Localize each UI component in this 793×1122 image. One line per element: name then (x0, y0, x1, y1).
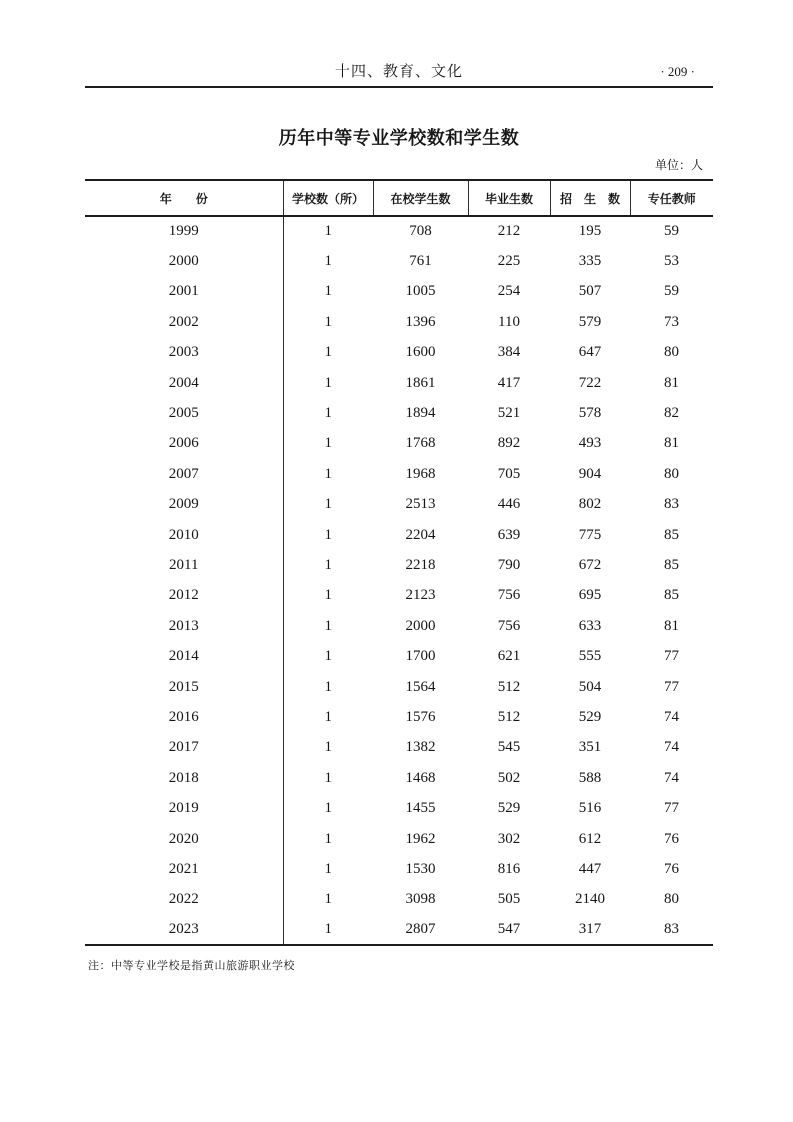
value-cell: 1576 (405, 708, 436, 725)
table-row (85, 854, 713, 884)
value-cell: 81 (664, 617, 679, 634)
value-cell: 1 (324, 405, 332, 422)
value-cell: 1382 (405, 739, 436, 756)
column-header-new-enrollment: 招 生 数 (550, 180, 630, 216)
value-cell: 2807 (405, 921, 436, 938)
value-cell: 521 (497, 405, 521, 422)
value-cell: 74 (664, 739, 679, 756)
value-cell: 85 (664, 587, 679, 604)
value-cell: 83 (664, 496, 679, 513)
value-cell: 77 (664, 648, 679, 665)
value-cell: 790 (497, 556, 521, 573)
value-cell: 612 (578, 830, 602, 847)
column-header-enrolled-students: 在校学生数 (373, 180, 468, 216)
value-cell: 1600 (405, 344, 436, 361)
value-cell: 639 (497, 526, 521, 543)
table-row (85, 429, 713, 459)
value-cell: 384 (497, 344, 521, 361)
year-cell: 2022 (85, 885, 283, 915)
value-cell: 81 (664, 435, 679, 452)
year-cell: 2020 (85, 824, 283, 854)
value-cell: 578 (578, 405, 602, 422)
value-cell: 1530 (405, 860, 436, 877)
value-cell: 512 (497, 708, 521, 725)
value-cell: 417 (497, 374, 521, 391)
value-cell: 504 (578, 678, 602, 695)
table-row (85, 611, 713, 641)
table-row (85, 672, 713, 702)
value-cell: 1 (324, 648, 332, 665)
value-cell: 756 (497, 617, 521, 634)
value-cell: 493 (578, 435, 602, 452)
year-cell: 2005 (85, 398, 283, 428)
value-cell: 1 (324, 739, 332, 756)
value-cell: 80 (664, 344, 679, 361)
value-cell: 705 (497, 465, 521, 482)
year-cell: 2018 (85, 763, 283, 793)
value-cell: 1 (324, 800, 332, 817)
value-cell: 1455 (405, 800, 436, 817)
value-cell: 1 (324, 496, 332, 513)
value-cell: 195 (578, 223, 602, 240)
value-cell: 85 (664, 526, 679, 543)
table-row (85, 277, 713, 307)
table-row (85, 246, 713, 276)
value-cell: 2123 (405, 587, 436, 604)
value-cell: 77 (664, 800, 679, 817)
year-cell: 2015 (85, 672, 283, 702)
value-cell: 547 (497, 921, 521, 938)
table-row (85, 641, 713, 671)
value-cell: 579 (578, 313, 602, 330)
table-row (85, 550, 713, 580)
value-cell: 507 (578, 283, 602, 300)
table-header-row (85, 180, 713, 216)
value-cell: 81 (664, 374, 679, 391)
value-cell: 2140 (575, 891, 605, 908)
value-cell: 1768 (405, 435, 436, 452)
value-cell: 447 (578, 860, 602, 877)
value-cell: 82 (664, 405, 679, 422)
value-cell: 446 (497, 496, 521, 513)
footnote: 注：中等专业学校是指黄山旅游职业学校 (88, 960, 295, 972)
value-cell: 816 (497, 860, 521, 877)
value-cell: 74 (664, 708, 679, 725)
value-cell: 1 (324, 556, 332, 573)
value-cell: 74 (664, 769, 679, 786)
table-row (85, 307, 713, 337)
value-cell: 3098 (405, 891, 436, 908)
value-cell: 1 (324, 283, 332, 300)
value-cell: 225 (497, 253, 521, 270)
value-cell: 1 (324, 526, 332, 543)
column-header-schools: 学校数（所） (283, 180, 373, 216)
page-number: · 209 · (660, 64, 695, 79)
value-cell: 672 (578, 556, 602, 573)
value-cell: 588 (578, 769, 602, 786)
value-cell: 1 (324, 344, 332, 361)
value-cell: 1861 (405, 374, 436, 391)
value-cell: 1468 (405, 769, 436, 786)
value-cell: 904 (578, 465, 602, 482)
table-body (85, 216, 713, 945)
year-cell: 2007 (85, 459, 283, 489)
table-row (85, 398, 713, 428)
value-cell: 761 (409, 253, 432, 270)
value-cell: 1700 (405, 648, 436, 665)
value-cell: 335 (578, 253, 602, 270)
value-cell: 1 (324, 921, 332, 938)
column-header-graduates: 毕业生数 (468, 180, 550, 216)
year-cell: 2021 (85, 854, 283, 884)
column-header-year: 年 份 (85, 180, 283, 216)
value-cell: 545 (497, 739, 521, 756)
year-cell: 2023 (85, 915, 283, 945)
value-cell: 1396 (405, 313, 436, 330)
year-cell: 2000 (85, 246, 283, 276)
value-cell: 1894 (405, 405, 436, 422)
table-row (85, 459, 713, 489)
table-row (85, 915, 713, 945)
value-cell: 505 (497, 891, 521, 908)
value-cell: 1 (324, 617, 332, 634)
year-cell: 2013 (85, 611, 283, 641)
value-cell: 59 (664, 283, 679, 300)
value-cell: 76 (664, 830, 679, 847)
table-row (85, 885, 713, 915)
value-cell: 1 (324, 769, 332, 786)
value-cell: 1 (324, 678, 332, 695)
table-row (85, 702, 713, 732)
value-cell: 1 (324, 435, 332, 452)
value-cell: 1 (324, 253, 332, 270)
value-cell: 76 (664, 860, 679, 877)
year-cell: 2016 (85, 702, 283, 732)
value-cell: 529 (578, 708, 602, 725)
year-cell: 2003 (85, 338, 283, 368)
value-cell: 351 (578, 739, 602, 756)
table-row (85, 793, 713, 823)
table-row (85, 581, 713, 611)
value-cell: 73 (664, 313, 679, 330)
value-cell: 317 (578, 921, 602, 938)
column-header-full-time-teachers: 专任教师 (630, 180, 713, 216)
value-cell: 1968 (405, 465, 436, 482)
value-cell: 2513 (405, 496, 436, 513)
value-cell: 892 (497, 435, 521, 452)
year-cell: 2004 (85, 368, 283, 398)
year-cell: 2011 (85, 550, 283, 580)
value-cell: 1962 (405, 830, 436, 847)
value-cell: 775 (578, 526, 602, 543)
value-cell: 1 (324, 313, 332, 330)
value-cell: 2000 (405, 617, 436, 634)
value-cell: 1 (324, 223, 332, 240)
value-cell: 80 (664, 891, 679, 908)
value-cell: 110 (498, 313, 520, 330)
table-row (85, 216, 713, 246)
value-cell: 77 (664, 678, 679, 695)
value-cell: 1 (324, 587, 332, 604)
value-cell: 633 (578, 617, 602, 634)
value-cell: 529 (497, 800, 521, 817)
value-cell: 80 (664, 465, 679, 482)
year-cell: 2010 (85, 520, 283, 550)
unit-label: 单位：人 (654, 158, 703, 172)
value-cell: 212 (497, 223, 521, 240)
value-cell: 59 (664, 223, 679, 240)
value-cell: 1 (324, 374, 332, 391)
value-cell: 83 (664, 921, 679, 938)
table-row (85, 763, 713, 793)
value-cell: 802 (578, 496, 602, 513)
year-cell: 2002 (85, 307, 283, 337)
value-cell: 1 (324, 465, 332, 482)
year-cell: 2019 (85, 793, 283, 823)
value-cell: 2218 (405, 556, 436, 573)
table-row (85, 490, 713, 520)
value-cell: 555 (578, 648, 602, 665)
value-cell: 85 (664, 556, 679, 573)
value-cell: 1 (324, 708, 332, 725)
value-cell: 1 (324, 830, 332, 847)
table-row (85, 368, 713, 398)
year-cell: 2014 (85, 641, 283, 671)
table-row (85, 824, 713, 854)
year-cell: 2012 (85, 581, 283, 611)
value-cell: 1564 (405, 678, 436, 695)
statistics-table (85, 179, 713, 946)
value-cell: 53 (664, 253, 679, 270)
year-cell: 2001 (85, 277, 283, 307)
value-cell: 302 (497, 830, 521, 847)
year-cell: 2006 (85, 429, 283, 459)
table-title: 历年中等专业学校数和学生数 (278, 128, 520, 148)
year-cell: 1999 (85, 216, 283, 246)
value-cell: 516 (578, 800, 602, 817)
value-cell: 254 (497, 283, 521, 300)
section-title: 十四、教育、文化 (334, 64, 463, 80)
year-cell: 2017 (85, 733, 283, 763)
table-row (85, 338, 713, 368)
table-row (85, 520, 713, 550)
value-cell: 708 (409, 223, 432, 240)
running-head (85, 56, 713, 88)
value-cell: 756 (497, 587, 521, 604)
value-cell: 1 (324, 860, 332, 877)
table-row (85, 733, 713, 763)
value-cell: 647 (578, 344, 602, 361)
value-cell: 722 (578, 374, 602, 391)
value-cell: 621 (497, 648, 521, 665)
value-cell: 502 (497, 769, 521, 786)
value-cell: 512 (497, 678, 521, 695)
year-cell: 2009 (85, 490, 283, 520)
value-cell: 2204 (405, 526, 436, 543)
table-header (85, 180, 713, 216)
value-cell: 1 (324, 891, 332, 908)
value-cell: 1005 (405, 283, 436, 300)
value-cell: 695 (578, 587, 602, 604)
